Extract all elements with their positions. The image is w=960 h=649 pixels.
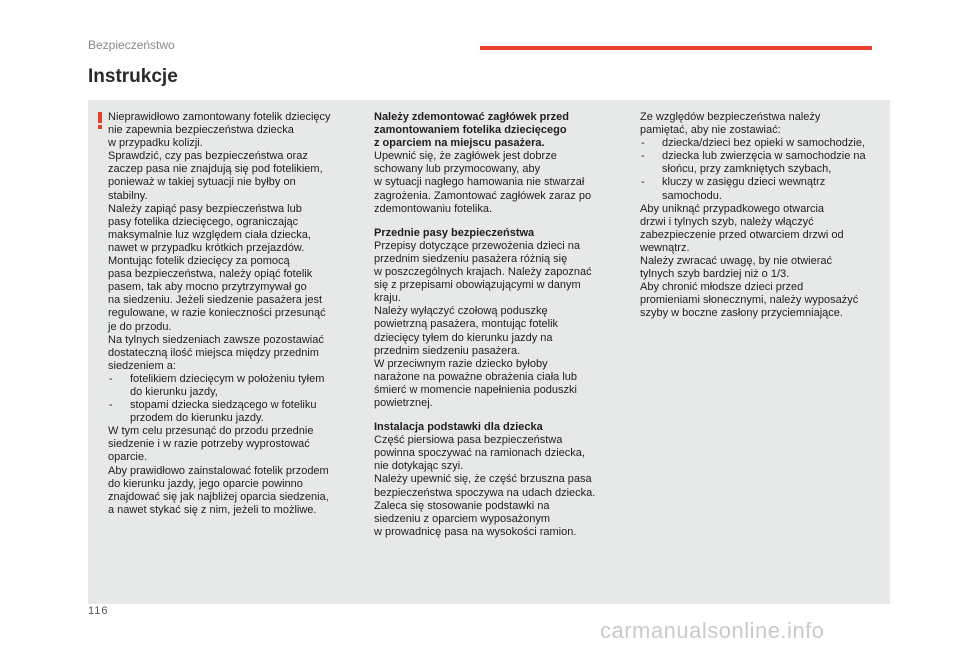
bullet-line: - stopami dziecka siedzącego w foteliku	[130, 399, 317, 412]
text-line: ponieważ w takiej sytuacji nie byłby on	[108, 176, 296, 189]
booster-text	[374, 434, 624, 539]
column-safety	[640, 111, 884, 321]
text-line: Aby chronić młodsze dzieci przed	[640, 281, 804, 294]
text-line: Należy zdemontować zagłówek przed	[374, 111, 569, 123]
text-line: przednim siedzeniu pasażera.	[374, 344, 521, 357]
text-line: zdemontowaniu fotelika.	[374, 202, 493, 215]
text-line: pamiętać, aby nie zostawiać:	[640, 124, 781, 137]
bullet-line: do kierunku jazdy,	[130, 385, 218, 398]
text-line: narażone na poważne obrażenia ciała lub	[374, 370, 578, 383]
warning-text	[108, 111, 356, 373]
text-line: Sprawdzić, czy pas bezpieczeństwa oraz	[108, 150, 308, 163]
text-line: na siedzeniu. Jeżeli siedzenie pasażera jest	[108, 294, 323, 307]
text-line: Upewnić się, że zagłówek jest dobrze	[374, 150, 557, 163]
text-line: się z przepisami obowiązującymi w danym	[374, 279, 581, 292]
text-line: tylnych szyb bardziej niż o 1/3.	[640, 268, 790, 281]
text-line: Ze względów bezpieczeństwa należy	[640, 111, 821, 123]
text-line: Należy zapiąć pasy bezpieczeństwa lub	[108, 202, 302, 215]
warning-text-after	[108, 425, 356, 517]
text-line: Przepisy dotyczące przewożenia dzieci na	[374, 239, 581, 252]
text-line: kraju.	[374, 292, 401, 305]
booster-heading: Instalacja podstawki dla dziecka	[374, 421, 543, 434]
text-line: wewnątrz.	[640, 241, 690, 254]
headrest-heading	[374, 111, 624, 150]
text-line: dziecięcy tyłem do kierunku jazdy na	[374, 331, 553, 344]
front-belts-heading: Przednie pasy bezpieczeństwa	[374, 226, 535, 239]
text-line: schowany lub przymocowany, aby	[374, 163, 541, 176]
text-line: Należy zwracać uwagę, by nie otwierać	[640, 255, 832, 268]
text-line: zamontowaniem fotelika dziecięcego	[374, 124, 567, 137]
section-rule	[480, 46, 872, 50]
text-line: maksymalnie luz względem ciała dziecka,	[108, 228, 311, 241]
text-line: nie zapewnia bezpieczeństwa dziecka	[108, 124, 294, 137]
text-line: Na tylnych siedzeniach zawsze pozostawiać	[108, 333, 324, 346]
text-line: siedzeniem a:	[108, 359, 176, 372]
text-line: przednim siedzeniu pasażera różnią się	[374, 252, 568, 265]
text-line: pasem, tak aby mocno przytrzymywał go	[108, 281, 307, 294]
text-line: w poszczególnych krajach. Należy zapoznać	[374, 266, 592, 279]
text-line: promieniami słonecznymi, należy wyposażyć	[640, 294, 859, 307]
bullet-line: - fotelikiem dziecięcym w położeniu tyłem	[130, 372, 325, 385]
text-line: do kierunku jazdy, jego oparcie powinno	[108, 477, 303, 490]
safety-text	[640, 111, 884, 137]
text-line: nawet w przypadku krótkich przejazdów.	[108, 241, 305, 254]
bullet-line: - dziecka lub zwierzęcia w samochodzie na	[662, 150, 866, 163]
text-line: drzwi i tylnych szyb, należy włączyć	[640, 215, 814, 228]
headrest-text	[374, 150, 624, 215]
safety-bullets	[640, 137, 884, 202]
text-line: W przeciwnym razie dziecko byłoby	[374, 357, 548, 370]
text-line: Aby uniknąć przypadkowego otwarcia	[640, 202, 825, 215]
text-line: znajdować się jak najbliżej oparcia siedzenia,	[108, 490, 329, 503]
front-belts-text	[374, 240, 624, 410]
bullet-item	[640, 176, 884, 202]
text-line: nie dotykając szyi.	[374, 460, 464, 473]
text-line: Montując fotelik dziecięcy za pomocą	[108, 255, 290, 268]
text-line: zaczep pasa nie znajdują się pod fotelikiem,	[108, 163, 323, 176]
text-line: siedzenie i w razie potrzeby wyprostować	[108, 438, 310, 451]
text-line: Nieprawidłowo zamontowany fotelik dziecięcy	[108, 111, 331, 123]
page-number: 116	[88, 605, 109, 617]
safety-text-after	[640, 203, 884, 321]
bullet-line: - kluczy w zasięgu dzieci wewnątrz	[662, 176, 826, 189]
text-line: W tym celu przesunąć do przodu przednie	[108, 425, 314, 438]
bullet-item	[108, 373, 356, 399]
warning-bullets	[108, 373, 356, 425]
text-line: bezpieczeństwa spoczywa na udach dziecka.	[374, 486, 596, 499]
bullet-line: - dziecka/dzieci bez opieki w samochodzie,	[662, 137, 865, 150]
column-instructions	[374, 111, 624, 539]
bullet-item	[640, 150, 884, 176]
text-line: siedzeniu z oparciem wyposażonym	[374, 512, 551, 525]
text-line: śmierć w momencie napełnienia poduszki	[374, 383, 577, 396]
text-line: w sytuacji nagłego hamowania nie stwarzał	[374, 176, 585, 189]
text-line: szyby w boczne zasłony przyciemniające.	[640, 307, 843, 320]
watermark: carmanualsonline.info	[600, 618, 825, 643]
text-line: Zaleca się stosowanie podstawki na	[374, 499, 550, 512]
text-line: powietrznej.	[374, 396, 433, 409]
text-line: stabilny.	[108, 189, 148, 202]
text-line: Należy wyłączyć czołową poduszkę	[374, 305, 548, 318]
text-line: zabezpieczenie przed otwarciem drzwi od	[640, 228, 844, 241]
page-title: Instrukcje	[88, 66, 178, 87]
bullet-item	[108, 399, 356, 425]
text-line: pasa bezpieczeństwa, należy opiąć fotelik	[108, 268, 313, 281]
bullet-item	[640, 137, 884, 150]
text-line: a nawet stykać się z nim, jeżeli to możliwe.	[108, 503, 317, 516]
column-warning	[108, 111, 356, 517]
text-line: zagrożenia. Zamontować zagłówek zaraz po	[374, 189, 592, 202]
text-line: je do przodu.	[108, 320, 172, 333]
text-line: Aby prawidłowo zainstalować fotelik przodem	[108, 464, 329, 477]
warning-icon	[96, 112, 104, 129]
bullet-line: słońcu, przy zamkniętych szybach,	[662, 163, 832, 176]
bullet-line: samochodu.	[662, 189, 722, 202]
text-line: w prowadnicę pasa na wysokości ramion.	[374, 525, 577, 538]
bullet-line: przodem do kierunku jazdy.	[130, 412, 264, 425]
text-line: regulowane, w razie konieczności przesunąć	[108, 307, 326, 320]
text-line: Należy upewnić się, że część brzuszna pasa	[374, 473, 592, 486]
text-line: pasy fotelika dziecięcego, ograniczając	[108, 215, 299, 228]
text-line: z oparciem na miejscu pasażera.	[374, 137, 545, 150]
text-line: oparcie.	[108, 451, 148, 464]
text-line: powietrzną pasażera, montując fotelik	[374, 318, 559, 331]
text-line: Część piersiowa pasa bezpieczeństwa	[374, 434, 563, 447]
text-line: w przypadku kolizji.	[108, 137, 203, 150]
text-line: dostateczną ilość miejsca między przednim	[108, 346, 319, 359]
section-label: Bezpieczeństwo	[88, 38, 175, 52]
text-line: powinna spoczywać na ramionach dziecka,	[374, 447, 585, 460]
